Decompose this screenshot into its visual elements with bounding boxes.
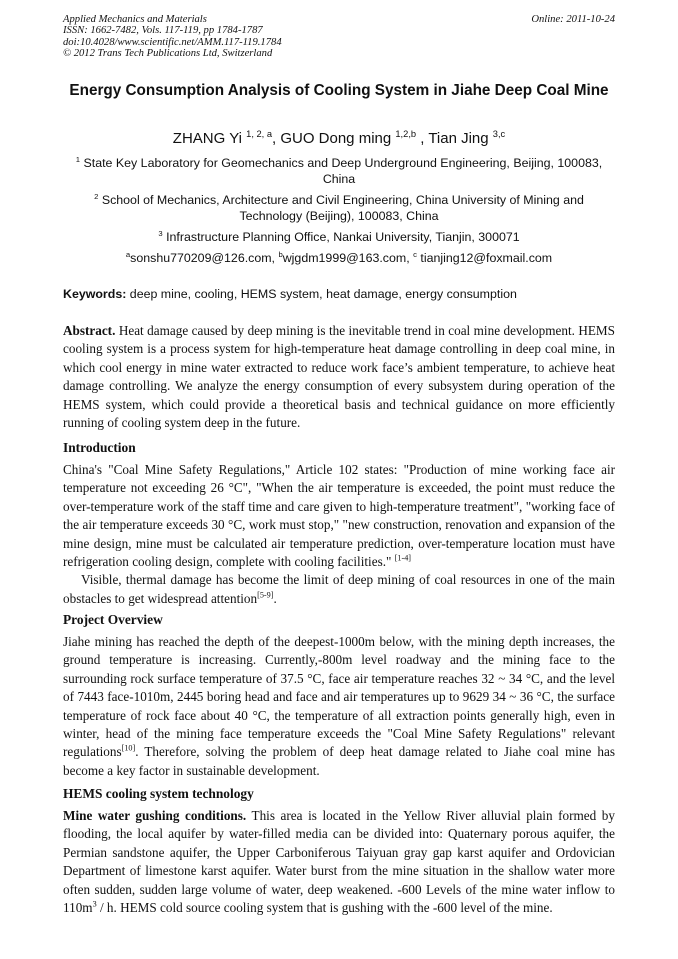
email-mark: a: [125, 249, 131, 259]
paper-title: Energy Consumption Analysis of Cooling System in Jiahe Deep Coal Mine: [69, 82, 609, 99]
journal-name: Applied Mechanics and Materials: [63, 14, 207, 25]
email-link[interactable]: tianjing12@foxmail.com: [416, 251, 553, 265]
section-heading-hems: HEMS cooling system technology: [63, 786, 254, 801]
journal-header: [63, 14, 615, 60]
hems-paragraph: [63, 807, 615, 917]
author-affiliation-mark: 3,c: [492, 129, 506, 139]
intro-paragraph-2: [63, 571, 615, 608]
abstract-label: Abstract.: [63, 323, 116, 338]
section-heading-project-overview: Project Overview: [63, 612, 163, 627]
copyright-line: © 2012 Trans Tech Publications Ltd, Switzerland: [63, 48, 273, 60]
intro-text-2: Visible, thermal damage has become the limit of deep mining of coal resources in one of the main obstacles to get widespread attention: [63, 572, 615, 606]
issn-line: ISSN: 1662-7482, Vols. 117-119, pp 1784-1787: [63, 25, 263, 37]
affiliation-text: Infrastructure Planning Office, Nankai University, Tianjin, 300071: [166, 230, 520, 244]
unit-superscript: 3: [92, 899, 97, 909]
hems-text: This area is located in the Yellow River alluvial plain formed by flooding, the local aquifer by water-filled media can be divided into: Quaternary porous aquifer, the Permian sandstone aquifer, the Upper Carboniferous Taiyuan gray gap karst aquifer and Ordovician Department of limestone karst aquifer. Water burst from the mine situation in the shallow water more often sudden, sudden large volume of water, deep weakened. -600 Levels of the mine water inflow to 110m: [63, 808, 615, 916]
online-date: Online: 2011-10-24: [531, 14, 615, 25]
author-affiliation-mark: 1,2,b: [395, 129, 417, 139]
affiliation-text: State Key Laboratory for Geomechanics and Deep Underground Engineering, Beijing, 100083, China: [83, 156, 603, 186]
affiliation-3: [63, 229, 615, 245]
citation-ref[interactable]: [5-9]: [257, 590, 274, 600]
author-list: [63, 130, 615, 148]
hems-lead: Mine water gushing conditions.: [63, 808, 247, 823]
abstract-paragraph: [63, 322, 615, 432]
author-name: , Tian Jing: [420, 130, 489, 147]
email-mark: c: [413, 249, 417, 259]
citation-ref[interactable]: [1-4]: [394, 553, 412, 563]
keywords-line: [63, 286, 615, 302]
overview-text-end: . Therefore, solving the problem of deep heat damage related to Jiahe coal mine has become a key factor in sustainable development.: [63, 744, 615, 778]
hems-text-end: / h. HEMS cold source cooling system that is gushing with the -600 level of the mine.: [96, 900, 553, 916]
email-link[interactable]: sonshu770209@126.com,: [130, 251, 279, 265]
affiliation-1: [63, 155, 615, 187]
abstract-text: Heat damage caused by deep mining is the inevitable trend in coal mine development. HEMS cooling system is a process system for high-temperature heat damage controlling in deep coal mine, in which cool energy in mine water extracted to reduce work face’s ambient temperature, to achieve heat damage controlling. We analyze the energy consumption of every subsystem during operation of the HEMS system, which could provide a theoretical basis and technical guidance on more efficiently running of cooling system deep in the future.: [63, 323, 615, 431]
section-heading-introduction: Introduction: [63, 440, 136, 455]
email-link[interactable]: wjgdm1999@163.com,: [282, 251, 414, 265]
author-name: ZHANG Yi: [172, 130, 242, 147]
keywords-label: Keywords:: [63, 287, 127, 301]
affiliation-number: 3: [158, 228, 163, 238]
overview-paragraph: [63, 633, 615, 780]
keywords-text: deep mine, cooling, HEMS system, heat damage, energy consumption: [126, 287, 517, 301]
author-name: , GUO Dong ming: [272, 130, 392, 147]
intro-text: China's "Coal Mine Safety Regulations," Article 102 states: "Production of mine working face air temperature not exceeding 26 °C", "When the air temperature is exceeded, the point must reduce the over-temperature work of the staff time and care given to high-temperature treatment", "working face of the air temperature exceeds 30 °C, work must stop," "new construction, renovation and expansion of the mine design, mine must be calculated air temperature prediction, over-temperature location must have refrigeration cooling design, complete with cooling facilities.": [63, 462, 615, 570]
intro-text-end: .: [273, 590, 277, 606]
intro-paragraph: [63, 461, 615, 608]
doi-line: doi:10.4028/www.scientific.net/AMM.117-119.1784: [63, 36, 282, 48]
author-affiliation-mark: 1, 2, a: [246, 129, 272, 139]
email-mark: b: [278, 249, 283, 259]
overview-text: Jiahe mining has reached the depth of the deepest-1000m below, with the mining depth increases, the ground temperature is increasing. Currently,-800m level roadway and the mining face to the surrounding rock surface temperature of 37.5 °C, face air temperature reaches 32 ~ 34 °C, and the level of 7443 face-1010m, 2445 boring head and face and air temperatures up to 9629 34 ~ 36 °C, the surface temperature of rock face about 40 °C, the temperature of all extraction points generally high, even in winter, head of the mining face temperature exceeds the "Coal Mine Safety Regulations" relevant regulations: [63, 634, 615, 760]
author-emails: [63, 250, 615, 266]
affiliation-number: 2: [94, 191, 99, 201]
citation-ref[interactable]: [10]: [121, 744, 136, 754]
affiliation-2: [63, 192, 615, 224]
affiliation-text: School of Mechanics, Architecture and Civil Engineering, China University of Mining and Technology (Beijing), 100083, China: [101, 193, 584, 223]
affiliation-number: 1: [75, 154, 81, 164]
